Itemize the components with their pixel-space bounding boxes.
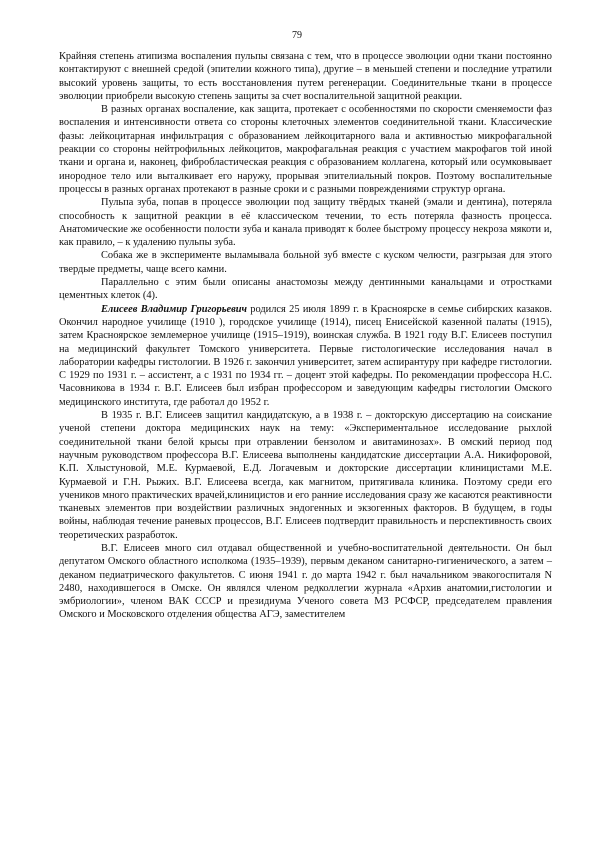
- paragraph: В 1935 г. В.Г. Елисеев защитил кандидатскую, а в 1938 г. – докторскую диссертацию на соискание ученой степени доктора медицинских наук на тему: «Экспериментальное исследование рыхлой соединительной ткани белой крысы при отравлении бензолом и авитаминозах». В омский период под научным руководством профессора В.Г. Елисеева выполнены кандидатские диссертации А.А. Никифоровой, К.П. Хлыстуновой, М.Е. Курмаевой, Е.Д. Логачевым и докторские диссертации клиницистами М.Е. Курмаевой и Г.Н. Рыжих. В.Г. Елисеева всегда, как магнитом, притягивала клиника. Поэтому среди его учеников много практических врачей,клиницистов и его ранние исследования сразу же касаются реактивности тканевых элементов при воздействии различных эндогенных и экзогенных факторов. В будущем, в годы войны, наблюдая течение раневых процессов, В.Г. Елисеев подтвердит правильность и перспективность своих теоретических разработок.: [59, 410, 552, 541]
- person-name: Елисеев Владимир Григорьевич: [101, 303, 247, 315]
- paragraph: Крайняя степень атипизма воспаления пульпы связана с тем, что в процессе эволюции одни ткани постоянно контактируют с внешней средой (эпителии кожного типа), другие – в меньшей степени и последние утратили высокий уровень защиты, то есть восстановления путем регенерации. Соединительные ткани в процессе эволюции приобрели высокую степень защиты за счет воспалительной защитной реакции.: [59, 51, 552, 102]
- biography-text: родился 25 июля 1899 г. в Красноярске в семье сибирских казаков. Окончил народное училище (1910 ), городское училище (1914), писец Енисейской казенной палаты (1915), затем Красноярское землемерное училище (1915–1919), воинская служба. В 1921 году В.Г. Елисеев поступил на медицинский факультет Томского университета. Первые гистологические исследования начал в лаборатории кафедры гистологии. В 1926 г. закончил университет, затем аспирантуру при кафедре гистологии. С 1929 по 1931 г. – ассистент, а с 1931 по 1934 гг. – доцент этой кафедры. По рекомендации профессора Н.С. Часовникова в 1934 г. В.Г. Елисеев был избран профессором и заведующим кафедры гистологии Омского медицинского института, где работал до 1952 г.: [59, 303, 553, 408]
- body-text: [59, 50, 552, 622]
- paragraph: В разных органах воспаление, как защита, протекает с особенностями по скорости сменяемости фаз воспаления и интенсивности ответа со стороны клеточных элементов соединительной ткани. Классические фазы: лейкоцитарная инфильтрация с образованием лейкоцитарного вала и активностью микрофагальной реакции со стороны нейтрофильных лейкоцитов, макрофагальная реакция с участием макрофагов той иной ткани и органа и, наконец, фибробластическая реакция с образованием коллагена, который или осумковывает инородное тело или выталкивает его наружу, прорывая эпителиальный покров. Поэтому воспалительные процессы в разных органах протекают в разные сроки и с разными повреждениями структур органа.: [59, 104, 552, 195]
- paragraph: Собака же в эксперименте выламывала больной зуб вместе с куском челюсти, разгрызая для этого твердые предметы, чаще всего камни.: [59, 250, 552, 275]
- paragraph: Пульпа зуба, попав в процессе эволюции под защиту твёрдых тканей (эмали и дентина), потеряла способность к защитной реакции в её классическом течении, то есть потеряла фазность процесса. Анатомические же особенности полости зуба и канала приводят к более быстрому процессу некроза мякоти и, как правило, – к удалению пульпы зуба.: [59, 197, 552, 249]
- page-number: 79: [292, 30, 302, 41]
- paragraph: В.Г. Елисеев много сил отдавал общественной и учебно-воспитательной деятельности. Он был депутатом Омского областного исполкома (1935–1939), первым деканом санитарно-гигиенического, а затем – деканом педиатрического факультетов. С июня 1941 г. до марта 1942 г. был начальником эвакогоспиталя N 2480, находившегося в Омске. Он являлся членом редколлегии журнала «Архив анатомии,гистологии и эмбриологии», членом ВАК СССР и президиума Ученого совета МЗ РСФСР, председателем правления Омского и Московского отделения общества АГЭ, заместителем: [59, 542, 552, 621]
- biography-paragraph: [59, 303, 552, 409]
- paragraph: Параллельно с этим были описаны анастомозы между дентинными канальцами и отростками цементных клеток (4).: [59, 277, 552, 302]
